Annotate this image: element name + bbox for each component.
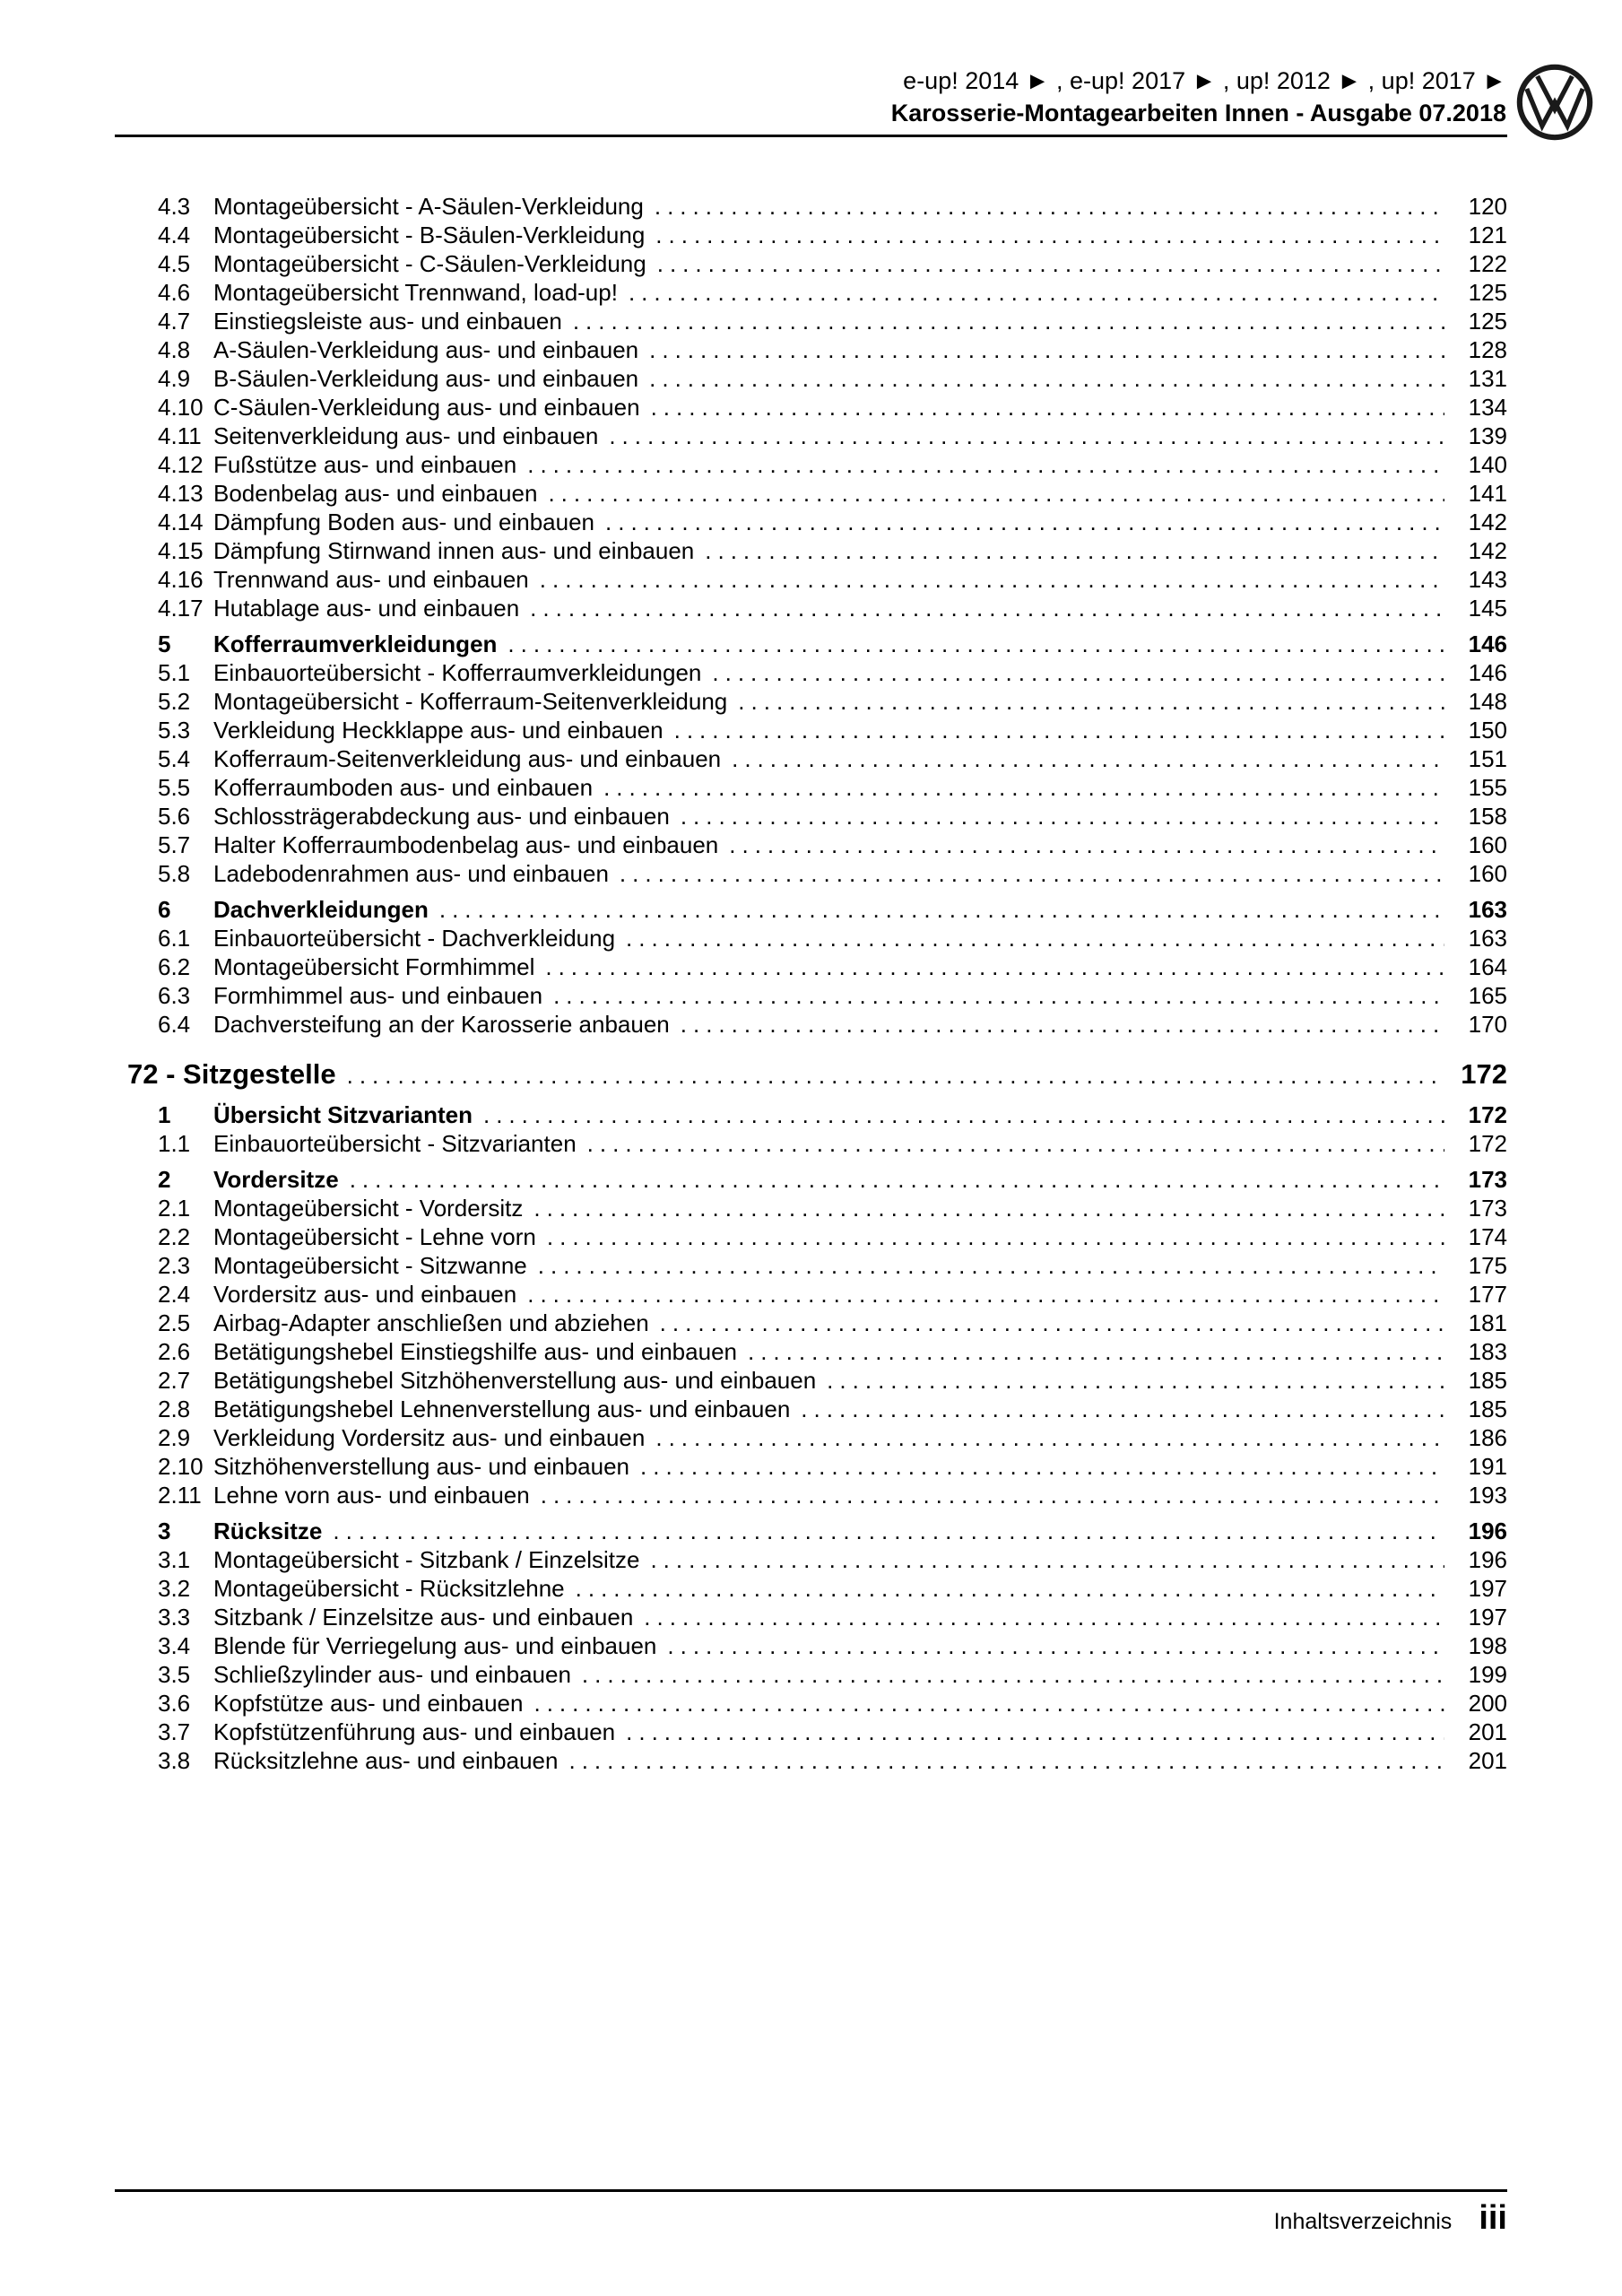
toc-entry-title: Kofferraumboden aus- und einbauen bbox=[213, 774, 594, 801]
dot-leader bbox=[729, 831, 1444, 859]
dot-leader bbox=[738, 687, 1444, 716]
toc-entry-page: 142 bbox=[1468, 537, 1507, 564]
dot-leader bbox=[626, 924, 1444, 952]
toc-entry bbox=[158, 192, 1507, 221]
toc-entry-title: Fußstütze aus- und einbauen bbox=[213, 451, 517, 478]
toc-entry bbox=[158, 630, 1507, 658]
toc-entry-page: 142 bbox=[1468, 509, 1507, 535]
toc-entry-number: 3.8 bbox=[158, 1747, 191, 1774]
toc-entry-number: 4.8 bbox=[158, 336, 191, 363]
toc-entry bbox=[158, 1366, 1507, 1395]
toc-entry bbox=[158, 1603, 1507, 1631]
dot-leader bbox=[547, 1222, 1444, 1251]
toc-entry-title: Montageübersicht - Sitzwanne bbox=[213, 1252, 527, 1279]
toc-entry-number: 3.4 bbox=[158, 1632, 191, 1659]
dot-leader bbox=[681, 1010, 1444, 1039]
toc-entry-page: 165 bbox=[1468, 982, 1507, 1009]
toc-entry-number: 4.15 bbox=[158, 537, 204, 564]
toc-entry-page: 164 bbox=[1468, 953, 1507, 980]
dot-leader bbox=[732, 744, 1444, 773]
toc-entry-title: Montageübersicht - Lehne vorn bbox=[213, 1223, 536, 1250]
toc-entry-page: 173 bbox=[1468, 1195, 1507, 1222]
dot-leader bbox=[649, 335, 1444, 364]
vw-logo-icon bbox=[1515, 63, 1594, 142]
toc-entry-title: Dachverkleidungen bbox=[213, 896, 429, 923]
toc-entry-number: 4.9 bbox=[158, 365, 191, 392]
dot-leader bbox=[553, 981, 1444, 1010]
toc-entry bbox=[158, 1337, 1507, 1366]
toc-entry-number: 4.17 bbox=[158, 595, 204, 622]
toc-entry-title: Rücksitzlehne aus- und einbauen bbox=[213, 1747, 559, 1774]
dot-leader bbox=[651, 393, 1444, 422]
toc-entry-number: 4.4 bbox=[158, 222, 191, 248]
toc-entry bbox=[158, 924, 1507, 952]
dot-leader bbox=[527, 1280, 1444, 1309]
dot-leader bbox=[657, 249, 1444, 278]
toc-entry-title: Formhimmel aus- und einbauen bbox=[213, 982, 543, 1009]
toc-entry bbox=[158, 773, 1507, 802]
toc-entry-page: 183 bbox=[1468, 1338, 1507, 1365]
toc-entry-page: 200 bbox=[1468, 1690, 1507, 1717]
toc-entry-page: 160 bbox=[1468, 860, 1507, 887]
toc-entry-number: 6 bbox=[158, 896, 171, 923]
toc-entry-page: 181 bbox=[1468, 1309, 1507, 1336]
toc-entry bbox=[158, 508, 1507, 536]
toc-entry-title: Montageübersicht - Sitzbank / Einzelsitze bbox=[213, 1546, 640, 1573]
toc-entry-title: 72 - Sitzgestelle bbox=[127, 1058, 336, 1090]
dot-leader bbox=[609, 422, 1444, 450]
toc-entry bbox=[158, 450, 1507, 479]
toc-entry-title: Trennwand aus- und einbauen bbox=[213, 566, 529, 593]
page-footer bbox=[115, 2199, 1507, 2238]
toc-entry-number: 4.3 bbox=[158, 193, 191, 220]
toc-entry bbox=[158, 1423, 1507, 1452]
toc-entry-page: 197 bbox=[1468, 1604, 1507, 1631]
dot-leader bbox=[748, 1337, 1444, 1366]
toc-entry-page: 134 bbox=[1468, 394, 1507, 421]
header-model-line: e-up! 2014 ► , e-up! 2017 ► , up! 2012 ► , up! 2017 ► bbox=[903, 67, 1506, 94]
toc-entry-title: Einstiegsleiste aus- und einbauen bbox=[213, 308, 562, 335]
toc-entry-number: 5.6 bbox=[158, 803, 191, 830]
dot-leader bbox=[541, 1481, 1444, 1509]
toc-entry-page: 145 bbox=[1468, 595, 1507, 622]
toc-entry-title: Montageübersicht Formhimmel bbox=[213, 953, 535, 980]
toc-entry-page: 160 bbox=[1468, 831, 1507, 858]
dot-leader bbox=[347, 1057, 1444, 1093]
toc-entry-number: 3.5 bbox=[158, 1661, 191, 1688]
toc-entry-page: 191 bbox=[1468, 1453, 1507, 1480]
toc-entry bbox=[158, 393, 1507, 422]
toc-entry-page: 143 bbox=[1468, 566, 1507, 593]
toc-entry-number: 2.4 bbox=[158, 1281, 191, 1308]
toc-entry-page: 172 bbox=[1461, 1058, 1507, 1090]
toc-entry bbox=[158, 1545, 1507, 1574]
toc-entry bbox=[158, 1395, 1507, 1423]
toc-entry-title: Dachversteifung an der Karosserie anbauen bbox=[213, 1011, 670, 1038]
toc-entry-number: 1 bbox=[158, 1101, 171, 1128]
toc-entry-page: 140 bbox=[1468, 451, 1507, 478]
toc-entry-number: 4.10 bbox=[158, 394, 204, 421]
toc-entry bbox=[158, 802, 1507, 831]
toc-entry bbox=[158, 1574, 1507, 1603]
toc-entry-number: 3.2 bbox=[158, 1575, 191, 1602]
toc-entry-title: Verkleidung Vordersitz aus- und einbauen bbox=[213, 1424, 646, 1451]
toc-entry-title: Lehne vorn aus- und einbauen bbox=[213, 1482, 530, 1509]
toc-entry-title: Kopfstütze aus- und einbauen bbox=[213, 1690, 524, 1717]
toc-entry-number: 3.6 bbox=[158, 1690, 191, 1717]
toc-entry-page: 198 bbox=[1468, 1632, 1507, 1659]
dot-leader bbox=[712, 658, 1444, 687]
toc-entry-page: 120 bbox=[1468, 193, 1507, 220]
toc-entry-page: 185 bbox=[1468, 1367, 1507, 1394]
toc-entry-number: 4.14 bbox=[158, 509, 204, 535]
toc-entry-title: Montageübersicht - C-Säulen-Verkleidung bbox=[213, 250, 646, 277]
toc-entry-title: B-Säulen-Verkleidung aus- und einbauen bbox=[213, 365, 639, 392]
dot-leader bbox=[801, 1395, 1444, 1423]
dot-leader bbox=[483, 1100, 1444, 1129]
toc-entry-page: 196 bbox=[1468, 1546, 1507, 1573]
toc-entry-number: 3.3 bbox=[158, 1604, 191, 1631]
toc-entry bbox=[158, 1309, 1507, 1337]
dot-leader bbox=[545, 952, 1444, 981]
toc-entry-number: 2 bbox=[158, 1166, 171, 1193]
toc-entry-title: Dämpfung Stirnwand innen aus- und einbauen bbox=[213, 537, 695, 564]
toc-entry bbox=[158, 895, 1507, 924]
dot-leader bbox=[582, 1660, 1444, 1689]
dot-leader bbox=[705, 536, 1444, 565]
toc-entry bbox=[158, 422, 1507, 450]
toc-entry-page: 151 bbox=[1468, 745, 1507, 772]
toc-entry bbox=[158, 594, 1507, 622]
dot-leader bbox=[640, 1452, 1444, 1481]
dot-leader bbox=[655, 192, 1444, 221]
toc-entry-page: 121 bbox=[1468, 222, 1507, 248]
toc-entry-title: Seitenverkleidung aus- und einbauen bbox=[213, 422, 599, 449]
toc-entry-title: Montageübersicht - Kofferraum-Seitenverkleidung bbox=[213, 688, 728, 715]
dot-leader bbox=[548, 479, 1444, 508]
toc-entry-title: Montageübersicht - Rücksitzlehne bbox=[213, 1575, 565, 1602]
toc-entry-page: 163 bbox=[1468, 896, 1507, 923]
toc-entry-title: A-Säulen-Verkleidung aus- und einbauen bbox=[213, 336, 639, 363]
dot-leader bbox=[650, 1545, 1444, 1574]
toc-entry-page: 150 bbox=[1468, 717, 1507, 744]
toc-entry-number: 6.4 bbox=[158, 1011, 191, 1038]
toc-entry-page: 148 bbox=[1468, 688, 1507, 715]
toc-entry-title: Airbag-Adapter anschließen und abziehen bbox=[213, 1309, 649, 1336]
toc-entry-number: 6.3 bbox=[158, 982, 191, 1009]
toc-entry bbox=[158, 364, 1507, 393]
dot-leader bbox=[655, 1423, 1444, 1452]
dot-leader bbox=[626, 1718, 1444, 1746]
toc-entry-page: 175 bbox=[1468, 1252, 1507, 1279]
dot-leader bbox=[439, 895, 1444, 924]
dot-leader bbox=[674, 716, 1444, 744]
toc-entry-title: Sitzbank / Einzelsitze aus- und einbauen bbox=[213, 1604, 634, 1631]
toc-entry-number: 2.5 bbox=[158, 1309, 191, 1336]
toc-entry-title: Montageübersicht - B-Säulen-Verkleidung bbox=[213, 222, 646, 248]
toc-entry-number: 6.2 bbox=[158, 953, 191, 980]
toc-entry bbox=[158, 1631, 1507, 1660]
toc-entry-page: 146 bbox=[1468, 631, 1507, 657]
toc-entry bbox=[158, 1718, 1507, 1746]
toc-entry-title: Betätigungshebel Lehnenverstellung aus- und einbauen bbox=[213, 1396, 791, 1422]
toc-entry-number: 2.3 bbox=[158, 1252, 191, 1279]
toc-entry-title: Betätigungshebel Einstiegshilfe aus- und einbauen bbox=[213, 1338, 737, 1365]
toc-entry-page: 128 bbox=[1468, 336, 1507, 363]
toc-entry bbox=[158, 249, 1507, 278]
dot-leader bbox=[533, 1194, 1444, 1222]
toc-entry-title: Ladebodenrahmen aus- und einbauen bbox=[213, 860, 609, 887]
toc-entry bbox=[158, 1280, 1507, 1309]
toc-entry-title: Sitzhöhenverstellung aus- und einbauen bbox=[213, 1453, 630, 1480]
toc-entry-number: 4.12 bbox=[158, 451, 204, 478]
toc-entry bbox=[158, 952, 1507, 981]
dot-leader bbox=[507, 630, 1444, 658]
dot-leader bbox=[620, 859, 1444, 888]
toc-entry-title: Schließzylinder aus- und einbauen bbox=[213, 1661, 571, 1688]
page-header bbox=[891, 65, 1506, 129]
footer-section-label: Inhaltsverzeichnis bbox=[1273, 2209, 1453, 2234]
dot-leader bbox=[350, 1165, 1444, 1194]
toc-entry-page: 155 bbox=[1468, 774, 1507, 801]
toc-entry bbox=[127, 1057, 1507, 1093]
toc-entry bbox=[158, 221, 1507, 249]
toc-entry-number: 5 bbox=[158, 631, 171, 657]
toc-entry-number: 6.1 bbox=[158, 925, 191, 952]
header-title-line: Karosserie-Montagearbeiten Innen - Ausgabe 07.2018 bbox=[890, 100, 1506, 126]
dot-leader bbox=[667, 1631, 1444, 1660]
toc-entry bbox=[158, 831, 1507, 859]
toc-entry-title: Vordersitze bbox=[213, 1166, 339, 1193]
toc-entry bbox=[158, 307, 1507, 335]
toc-entry-number: 1.1 bbox=[158, 1130, 191, 1157]
toc-entry-title: Kopfstützenführung aus- und einbauen bbox=[213, 1718, 616, 1745]
toc-entry-number: 4.16 bbox=[158, 566, 204, 593]
toc-entry-title: Vordersitz aus- und einbauen bbox=[213, 1281, 517, 1308]
toc-entry bbox=[158, 278, 1507, 307]
toc-entry-number: 5.3 bbox=[158, 717, 191, 744]
toc-entry bbox=[158, 1100, 1507, 1129]
toc-entry-number: 2.7 bbox=[158, 1367, 191, 1394]
toc-entry-number: 2.6 bbox=[158, 1338, 191, 1365]
toc-entry-title: C-Säulen-Verkleidung aus- und einbauen bbox=[213, 394, 640, 421]
toc-entry-number: 3.7 bbox=[158, 1718, 191, 1745]
toc-entry-page: 139 bbox=[1468, 422, 1507, 449]
toc-entry-page: 141 bbox=[1468, 480, 1507, 507]
toc-entry-page: 201 bbox=[1468, 1718, 1507, 1745]
toc-entry-page: 173 bbox=[1468, 1166, 1507, 1193]
toc-entry bbox=[158, 1452, 1507, 1481]
toc-entry-number: 5.7 bbox=[158, 831, 191, 858]
toc-entry-title: Halter Kofferraumbodenbelag aus- und einbauen bbox=[213, 831, 719, 858]
toc-entry-page: 170 bbox=[1468, 1011, 1507, 1038]
toc-entry-number: 4.7 bbox=[158, 308, 191, 335]
toc-entry-title: Verkleidung Heckklappe aus- und einbauen bbox=[213, 717, 664, 744]
toc-entry-title: Montageübersicht Trennwand, load-up! bbox=[213, 279, 618, 306]
toc-entry-page: 199 bbox=[1468, 1661, 1507, 1688]
dot-leader bbox=[333, 1517, 1444, 1545]
toc-entry-page: 193 bbox=[1468, 1482, 1507, 1509]
toc-entry-title: Einbauorteübersicht - Kofferraumverkleidungen bbox=[213, 659, 702, 686]
dot-leader bbox=[827, 1366, 1444, 1395]
toc-entry-number: 5.8 bbox=[158, 860, 191, 887]
toc-entry-title: Schlossträgerabdeckung aus- und einbauen bbox=[213, 803, 670, 830]
toc-entry-title: Betätigungshebel Sitzhöhenverstellung aus- und einbauen bbox=[213, 1367, 817, 1394]
dot-leader bbox=[530, 594, 1444, 622]
dot-leader bbox=[540, 565, 1444, 594]
dot-leader bbox=[603, 773, 1444, 802]
toc-entry-number: 4.5 bbox=[158, 250, 191, 277]
toc-entry-page: 172 bbox=[1468, 1101, 1507, 1128]
toc-entry-title: Hutablage aus- und einbauen bbox=[213, 595, 520, 622]
toc-entry-page: 186 bbox=[1468, 1424, 1507, 1451]
footer-page-number: iii bbox=[1479, 2199, 1507, 2237]
toc-entry bbox=[158, 1010, 1507, 1039]
toc-entry bbox=[158, 536, 1507, 565]
toc-entry-number: 2.2 bbox=[158, 1223, 191, 1250]
dot-leader bbox=[629, 278, 1444, 307]
toc-entry-title: Bodenbelag aus- und einbauen bbox=[213, 480, 538, 507]
toc-entry-page: 158 bbox=[1468, 803, 1507, 830]
toc-entry-number: 5.4 bbox=[158, 745, 191, 772]
dot-leader bbox=[649, 364, 1444, 393]
dot-leader bbox=[587, 1129, 1444, 1158]
toc-entry-title: Dämpfung Boden aus- und einbauen bbox=[213, 509, 594, 535]
toc-entry bbox=[158, 1165, 1507, 1194]
dot-leader bbox=[660, 1309, 1444, 1337]
toc-entry bbox=[158, 1222, 1507, 1251]
toc-entry-title: Montageübersicht - A-Säulen-Verkleidung bbox=[213, 193, 644, 220]
toc-entry-number: 2.1 bbox=[158, 1195, 191, 1222]
toc-entry bbox=[158, 1251, 1507, 1280]
dot-leader bbox=[527, 450, 1444, 479]
toc-entry-page: 177 bbox=[1468, 1281, 1507, 1308]
toc-entry-page: 122 bbox=[1468, 250, 1507, 277]
toc-entry bbox=[158, 335, 1507, 364]
toc bbox=[115, 192, 1507, 1775]
toc-entry-title: Übersicht Sitzvarianten bbox=[213, 1101, 473, 1128]
toc-entry bbox=[158, 1660, 1507, 1689]
toc-entry-number: 4.6 bbox=[158, 279, 191, 306]
toc-entry bbox=[158, 687, 1507, 716]
toc-entry-number: 4.11 bbox=[158, 422, 202, 449]
toc-entry bbox=[158, 1517, 1507, 1545]
toc-entry-number: 3.1 bbox=[158, 1546, 191, 1573]
toc-entry bbox=[158, 1481, 1507, 1509]
toc-entry-page: 131 bbox=[1468, 365, 1507, 392]
header-rule bbox=[115, 135, 1507, 137]
toc-entry-title: Rücksitze bbox=[213, 1518, 323, 1544]
toc-entry bbox=[158, 744, 1507, 773]
dot-leader bbox=[568, 1746, 1444, 1775]
toc-entry-page: 196 bbox=[1468, 1518, 1507, 1544]
toc-entry-number: 3 bbox=[158, 1518, 171, 1544]
toc-entry bbox=[158, 859, 1507, 888]
dot-leader bbox=[655, 221, 1444, 249]
toc-entry bbox=[158, 565, 1507, 594]
toc-entry bbox=[158, 1689, 1507, 1718]
toc-entry-title: Kofferraumverkleidungen bbox=[213, 631, 498, 657]
toc-entry-page: 163 bbox=[1468, 925, 1507, 952]
toc-entry-number: 5.1 bbox=[158, 659, 191, 686]
dot-leader bbox=[644, 1603, 1444, 1631]
toc-entry-page: 174 bbox=[1468, 1223, 1507, 1250]
dot-leader bbox=[576, 1574, 1444, 1603]
toc-entry bbox=[158, 1746, 1507, 1775]
toc-entry-page: 201 bbox=[1468, 1747, 1507, 1774]
dot-leader bbox=[573, 307, 1444, 335]
toc-entry bbox=[158, 981, 1507, 1010]
toc-entry-title: Einbauorteübersicht - Dachverkleidung bbox=[213, 925, 616, 952]
toc-entry-title: Blende für Verriegelung aus- und einbauen bbox=[213, 1632, 657, 1659]
toc-entry-title: Montageübersicht - Vordersitz bbox=[213, 1195, 524, 1222]
footer-rule bbox=[115, 2189, 1507, 2192]
dot-leader bbox=[681, 802, 1444, 831]
toc-entry-number: 5.5 bbox=[158, 774, 191, 801]
toc-entry bbox=[158, 1129, 1507, 1158]
toc-entry-number: 4.13 bbox=[158, 480, 204, 507]
toc-entry bbox=[158, 1194, 1507, 1222]
toc-entry bbox=[158, 658, 1507, 687]
toc-entry-page: 172 bbox=[1468, 1130, 1507, 1157]
dot-leader bbox=[538, 1251, 1444, 1280]
dot-leader bbox=[533, 1689, 1444, 1718]
toc-entry-page: 197 bbox=[1468, 1575, 1507, 1602]
toc-entry bbox=[158, 716, 1507, 744]
dot-leader bbox=[605, 508, 1444, 536]
toc-entry-number: 5.2 bbox=[158, 688, 191, 715]
toc-entry-page: 185 bbox=[1468, 1396, 1507, 1422]
toc-entry-page: 125 bbox=[1468, 308, 1507, 335]
toc-entry-number: 2.10 bbox=[158, 1453, 204, 1480]
toc-entry-number: 2.8 bbox=[158, 1396, 191, 1422]
toc-entry-number: 2.9 bbox=[158, 1424, 191, 1451]
toc-entry-title: Kofferraum-Seitenverkleidung aus- und einbauen bbox=[213, 745, 722, 772]
toc-entry-title: Einbauorteübersicht - Sitzvarianten bbox=[213, 1130, 577, 1157]
toc-entry-page: 146 bbox=[1468, 659, 1507, 686]
toc-entry-number: 2.11 bbox=[158, 1482, 202, 1509]
toc-entry bbox=[158, 479, 1507, 508]
toc-entry-page: 125 bbox=[1468, 279, 1507, 306]
